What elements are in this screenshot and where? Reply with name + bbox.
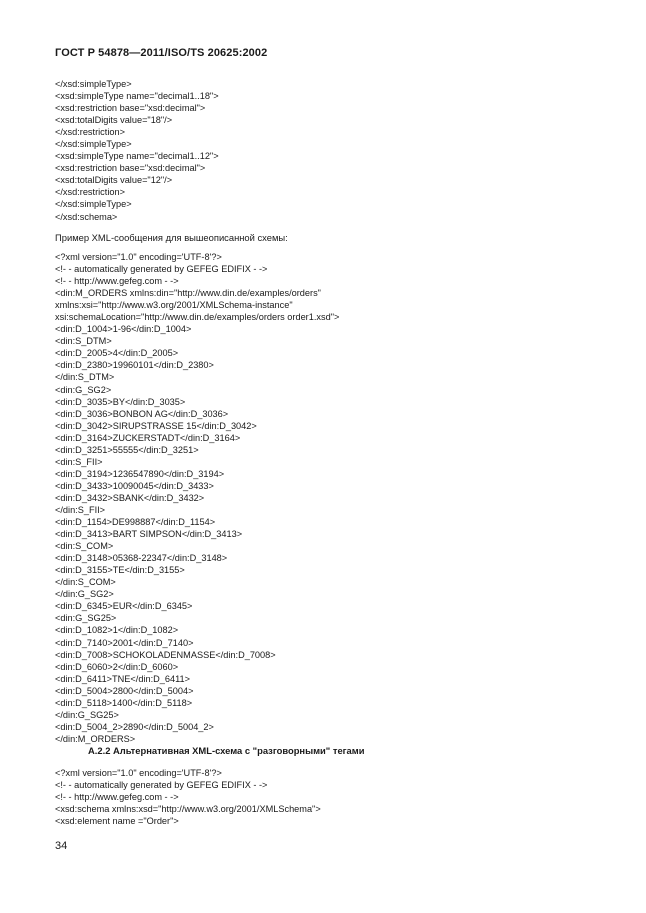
code-line: <din:D_3164>ZUCKERSTADT</din:D_3164> [55,432,241,443]
code-line: <xsd:totalDigits value="12"/> [55,175,173,186]
code-line: <din:G_SG2> [55,384,112,395]
code-line: <din:D_6060>2</din:D_6060> [55,661,179,672]
code-line: <din:D_3251>55555</din:D_3251> [55,444,199,455]
code-line: <xsd:schema xmlns:xsd="http://www.w3.org/2001/XMLSchema"> [55,804,321,815]
code-line: <xsd:element name ="Order"> [55,816,179,827]
code-line: <din:D_3433>10090045</din:D_3433> [55,480,214,491]
code-line: <din:S_COM> [55,541,114,552]
code-line: </xsd:restriction> [55,187,125,198]
code-line: <?xml version="1.0" encoding='UTF-8'?> [55,768,222,778]
code-line: <din:D_3155>TE</din:D_3155> [55,565,185,576]
code-line: </xsd:schema> [55,211,118,222]
document-header: ГОСТ Р 54878—2011/ISO/TS 20625:2002 [55,47,268,59]
code-line: </din:M_ORDERS> [55,733,136,744]
code-line: <din:D_1154>DE998887</din:D_1154> [55,517,216,528]
code-line: <!- - http://www.gefeg.com - -> [55,276,179,287]
code-line: <din:D_3036>BONBON AG</din:D_3036> [55,408,229,419]
code-line: <xsd:totalDigits value="18"/> [55,115,173,126]
code-line: </din:G_SG25> [55,709,119,720]
code-line: </xsd:simpleType> [55,199,132,210]
code-line: <din:M_ORDERS xmlns:din="http://www.din.de/examples/orders" [55,288,321,299]
example-message-code [55,251,339,745]
code-line: <din:D_7140>2001</din:D_7140> [55,637,194,648]
code-line: <xsd:restriction base="xsd:decimal"> [55,103,206,114]
section-heading: А.2.2 Альтернативная XML-схема с "разговорными" тегами [88,745,365,756]
code-line: <din:S_FII> [55,456,103,467]
code-line: <din:D_5004_2>2890</din:D_5004_2> [55,721,214,732]
code-line: </xsd:simpleType> [55,79,132,89]
code-line: <!- - automatically generated by GEFEG EDIFIX - -> [55,780,268,791]
alt-schema-code [55,767,321,827]
code-line: <din:D_3413>BART SIMPSON</din:D_3413> [55,529,243,540]
code-line: <din:D_3148>05368-22347</din:D_3148> [55,553,228,564]
code-line: <din:D_3432>SBANK</din:D_3432> [55,492,205,503]
code-line: </xsd:simpleType> [55,139,132,150]
code-line: <din:D_3194>1236547890</din:D_3194> [55,468,225,479]
code-line: <din:D_6411>TNE</din:D_6411> [55,673,191,684]
code-line: </din:G_SG2> [55,589,114,600]
code-line: <din:D_3042>SIRUPSTRASSE 15</din:D_3042> [55,420,257,431]
code-line: </xsd:restriction> [55,127,125,138]
code-line: <xsd:simpleType name="decimal1..12"> [55,151,219,162]
example-caption: Пример XML-сообщения для вышеописанной схемы: [55,232,288,243]
code-line: <xsd:restriction base="xsd:decimal"> [55,163,206,174]
code-line: <xsd:simpleType name="decimal1..18"> [55,91,219,102]
code-line: </din:S_COM> [55,577,116,588]
code-line: <din:D_2380>19960101</din:D_2380> [55,360,214,371]
code-line: <din:D_2005>4</din:D_2005> [55,348,179,359]
code-line: <din:G_SG25> [55,613,117,624]
code-line: <din:D_5004>2800</din:D_5004> [55,685,194,696]
code-line: </din:S_DTM> [55,372,115,383]
code-line: <din:S_DTM> [55,336,112,347]
code-line: <!- - automatically generated by GEFEG EDIFIX - -> [55,264,268,275]
code-line: <din:D_6345>EUR</din:D_6345> [55,601,193,612]
code-line: <din:D_5118>1400</din:D_5118> [55,697,193,708]
code-line: <din:D_3035>BY</din:D_3035> [55,396,186,407]
code-line: </din:S_FII> [55,504,106,515]
code-line: <din:D_1004>1-96</din:D_1004> [55,324,192,335]
code-line: <din:D_7008>SCHOKOLADENMASSE</din:D_7008> [55,649,276,660]
schema-tail-code [55,78,219,223]
code-line: <!- - http://www.gefeg.com - -> [55,792,179,803]
code-line: <?xml version="1.0" encoding='UTF-8'?> [55,252,222,262]
page-number: 34 [55,840,68,852]
code-line: <din:D_1082>1</din:D_1082> [55,625,179,636]
code-line: xmlns:xsi="http://www.w3.org/2001/XMLSchema-instance" [55,300,293,311]
code-line: xsi:schemaLocation="http://www.din.de/examples/orders order1.xsd"> [55,312,340,323]
